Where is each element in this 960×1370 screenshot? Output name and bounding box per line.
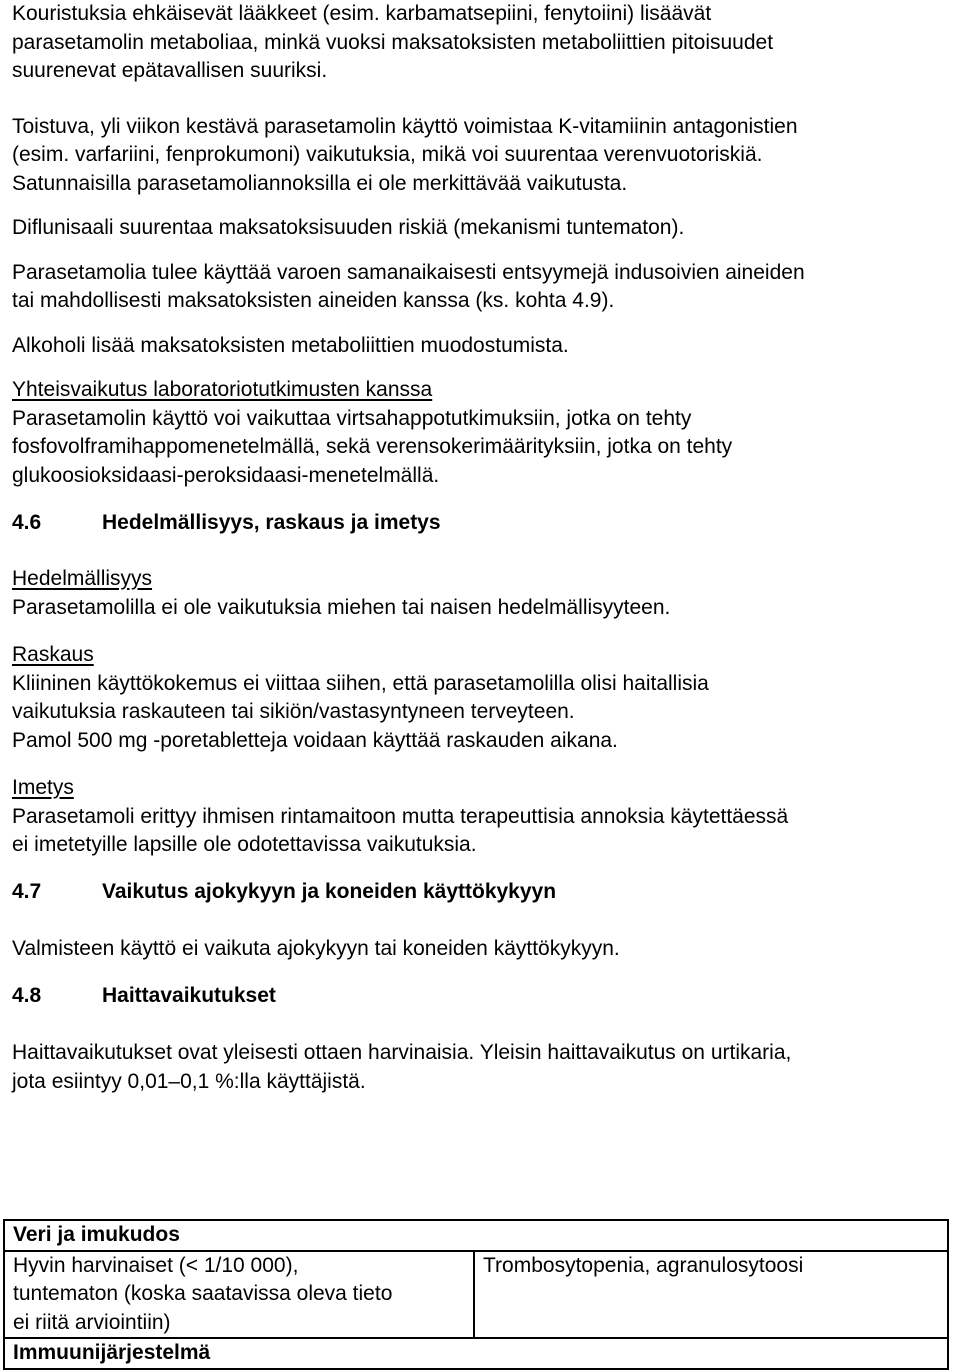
text-line: Haittavaikutukset ovat yleisesti ottaen harvinaisia. Yleisin haittavaikutus on urtikaria,: [12, 1041, 792, 1064]
table-cell-effect: Trombosytopenia, agranulosytoosi: [474, 1251, 948, 1339]
section-number: 4.8: [12, 984, 42, 1007]
section-number: 4.7: [12, 879, 42, 903]
section-body: [12, 1039, 947, 1096]
adverse-effects-table: [3, 1219, 949, 1370]
text-line: Diflunisaali suurentaa maksatoksisuuden riskiä (mekanismi tuntematon).: [12, 216, 685, 239]
section-4-6: [12, 509, 947, 860]
text-line: Satunnaisilla parasetamoliannoksilla ei ole merkittävää vaikutusta.: [12, 171, 628, 195]
text-line: jota esiintyy 0,01–0,1 %:lla käyttäjistä.: [12, 1069, 366, 1093]
text-line: Pamol 500 mg -poretabletteja voidaan käyttää raskauden aikana.: [12, 728, 618, 752]
section-title: Haittavaikutukset: [102, 984, 276, 1007]
text-line: Valmisteen käyttö ei vaikuta ajokykyyn tai koneiden käyttökykyyn.: [12, 936, 620, 960]
subsection-title: Hedelmällisyys: [12, 567, 153, 590]
text-line: Hyvin harvinaiset (< 1/10 000),: [13, 1253, 299, 1277]
paragraph-enzyme-inducers: [12, 259, 947, 316]
section-4-8: [12, 982, 947, 1096]
text-line: Parasetamolia tulee käyttää varoen samanaikaisesti entsyymejä indusoivien aineiden: [12, 260, 805, 284]
lab-interactions-title: Yhteisvaikutus laboratoriotutkimusten kanssa: [12, 378, 433, 401]
text-line: parasetamolin metaboliaa, minkä vuoksi maksatoksisten metaboliittien pitoisuudet: [12, 30, 774, 54]
text-line: Kliininen käyttökokemus ei viittaa siihen, että parasetamolilla olisi haitallisia: [12, 671, 709, 695]
text-line: Parasetamolilla ei ole vaikutuksia miehen tai naisen hedelmällisyyteen.: [12, 595, 671, 619]
text-line: tuntematon (koska saatavissa oleva tieto: [13, 1282, 393, 1305]
text-line: glukoosioksidaasi-peroksidaasi-menetelmällä.: [12, 463, 440, 487]
subsection-fertility: [12, 565, 947, 622]
text-line: ei imetetyille lapsille ole odotettavissa vaikutuksia.: [12, 833, 477, 856]
subsection-lactation: [12, 774, 947, 860]
text-line: suurenevat epätavallisen suuriksi.: [12, 59, 328, 82]
document-page: [12, 0, 947, 1115]
section-heading: [12, 982, 947, 1010]
table-header-blood: Veri ja imukudos: [4, 1220, 948, 1251]
section-heading: [12, 509, 947, 537]
text-line: Toistuva, yli viikon kestävä parasetamolin käyttö voimistaa K-vitamiinin antagonistien: [12, 114, 798, 138]
text-line: ei riitä arviointiin): [13, 1310, 171, 1334]
paragraph-lab-interactions: [12, 376, 947, 490]
paragraph-diflunisal: [12, 214, 947, 243]
table-cell-frequency: [4, 1251, 474, 1339]
subsection-title: Imetys: [12, 776, 74, 799]
text-line: Parasetamoli erittyy ihmisen rintamaitoon mutta terapeuttisia annoksia käytettäessä: [12, 804, 789, 828]
paragraph-alcohol: [12, 332, 947, 361]
section-number: 4.6: [12, 511, 42, 534]
subsection-pregnancy: [12, 641, 947, 755]
paragraph-vitamin-k: [12, 113, 947, 199]
text-line: Parasetamolin käyttö voi vaikuttaa virtsahappotutkimuksiin, jotka on tehty: [12, 406, 692, 430]
section-title: Hedelmällisyys, raskaus ja imetys: [102, 511, 441, 534]
section-body: [12, 935, 947, 964]
table-header-immune: Immuunijärjestelmä: [4, 1338, 948, 1369]
text-line: vaikutuksia raskauteen tai sikiön/vastasyntyneen terveyteen.: [12, 700, 575, 723]
text-line: tai mahdollisesti maksatoksisten aineiden kanssa (ks. kohta 4.9).: [12, 289, 615, 312]
text-line: Alkoholi lisää maksatoksisten metaboliittien muodostumista.: [12, 333, 569, 357]
table-row: [4, 1251, 948, 1339]
table-row: [4, 1220, 948, 1251]
section-heading: [12, 878, 947, 906]
subsection-title: Raskaus: [12, 643, 94, 666]
section-4-7: [12, 878, 947, 964]
table-row: [4, 1338, 948, 1369]
section-title: Vaikutus ajokykyyn ja koneiden käyttökykyyn: [102, 879, 557, 903]
text-line: fosfovolframihappomenetelmällä, sekä verensokerimäärityksiin, jotka on tehty: [12, 435, 733, 458]
paragraph-anticonvulsants: [12, 0, 947, 86]
text-line: Kouristuksia ehkäisevät lääkkeet (esim. karbamatsepiini, fenytoiini) lisäävät: [12, 2, 712, 25]
text-line: (esim. varfariini, fenprokumoni) vaikutuksia, mikä voi suurentaa verenvuotoriskiä.: [12, 143, 763, 166]
